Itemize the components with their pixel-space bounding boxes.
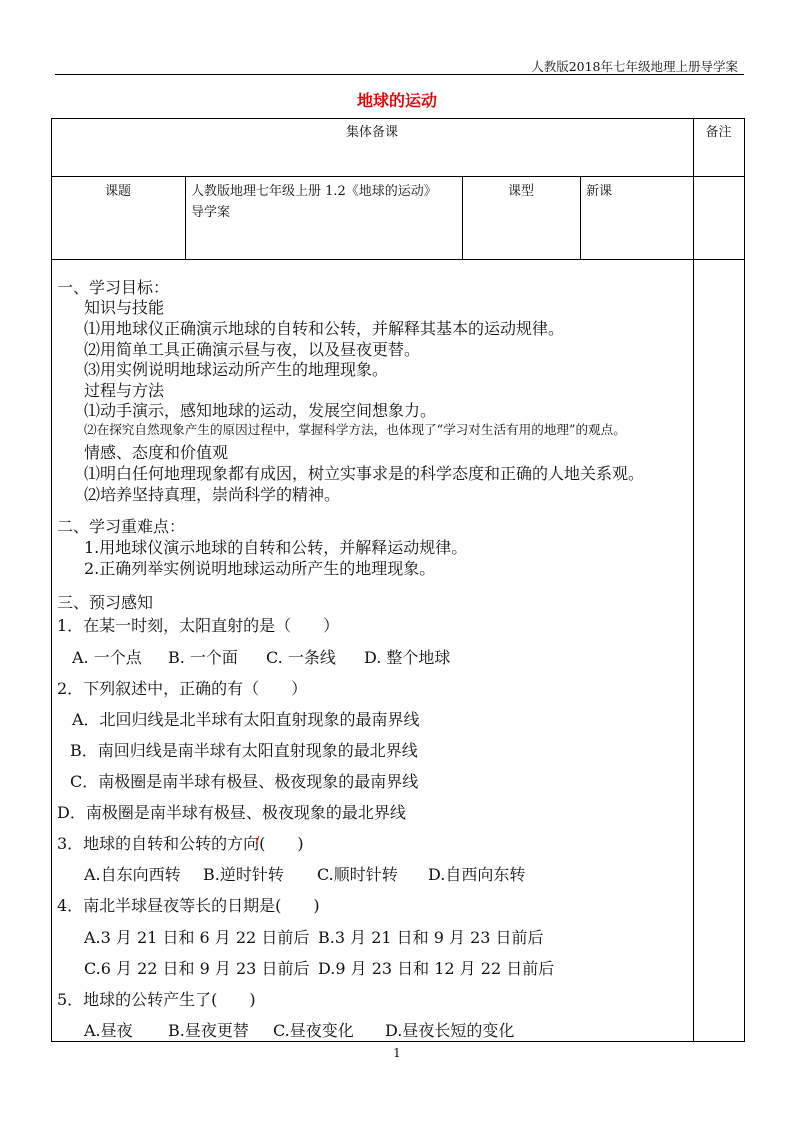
row-divider-2	[51, 259, 744, 260]
type-value: 新课	[586, 184, 613, 199]
question-1-option-c: C. 一条线	[266, 648, 336, 667]
question-1-option-a: A. 一个点	[72, 648, 142, 667]
question-3-option-a: A.自东向西转	[84, 865, 181, 884]
section2-title: 二、学习重难点：	[57, 517, 186, 536]
question-5-option-c: C.昼夜变化	[273, 1021, 354, 1040]
question-2: 2．下列叙述中，正确的有（ ）	[57, 679, 308, 698]
question-5-option-a: A.昼夜	[84, 1021, 133, 1040]
row-divider-1	[51, 176, 744, 177]
question-4-option-c: C.6 月 22 日和 9 月 23 日前后	[84, 959, 310, 978]
section1-knowledge-2: ⑵用简单工具正确演示昼与夜，以及昼夜更替。	[84, 340, 421, 359]
collective-label: 集体备课	[345, 125, 398, 140]
question-4-option-d: D.9 月 23 日和 12 月 22 日前后	[318, 959, 555, 978]
notes-label: 备注	[705, 125, 732, 140]
topic-value-line2: 导学案	[191, 205, 231, 220]
question-3-option-c: C.顺时针转	[317, 865, 398, 884]
question-2-option-c: C．南极圈是南半球有极昼、极夜现象的最南界线	[70, 772, 419, 791]
header-rule	[55, 74, 744, 75]
question-5-option-d: D.昼夜长短的变化	[385, 1021, 515, 1040]
type-label: 课型	[507, 184, 534, 199]
running-header: 人教版2018年七年级地理上册导学案	[531, 59, 738, 74]
question-4-option-b: B.3 月 21 日和 9 月 23 日前后	[318, 928, 544, 947]
topic-label: 课题	[104, 184, 131, 199]
section3-title: 三、预习感知	[57, 593, 154, 612]
question-5: 5．地球的公转产生了( )	[57, 990, 256, 1009]
topic-value-line1: 人教版地理七年级上册 1.2《地球的运动》	[191, 184, 437, 199]
question-1-option-d: D. 整个地球	[364, 648, 451, 667]
section1-emotion-1: ⑴明白任何地理现象都有成因，树立实事求是的科学态度和正确的人地关系观。	[84, 464, 645, 483]
section1-process-heading: 过程与方法	[84, 381, 165, 400]
question-5-option-b: B.昼夜更替	[168, 1021, 249, 1040]
topic-divider-3	[580, 176, 581, 259]
question-1-option-b: B. 一个面	[168, 648, 238, 667]
question-4: 4．南北半球昼夜等长的日期是( )	[57, 896, 320, 915]
section1-knowledge-3: ⑶用实例说明地球运动所产生的地理现象。	[84, 360, 389, 379]
section2-item-2: 2.正确列举实例说明地球运动所产生的地理现象。	[84, 559, 436, 578]
section1-process-2: ⑵在探究自然现象产生的原因过程中，掌握科学方法，也体现了“学习对生活有用的地理”的观点。	[84, 422, 626, 437]
question-4-option-a: A.3 月 21 日和 6 月 22 日前后	[84, 928, 310, 947]
section1-knowledge-1: ⑴用地球仪正确演示地球的自转和公转，并解释其基本的运动规律。	[84, 319, 565, 338]
topic-divider-1	[185, 176, 186, 259]
section1-process-1: ⑴动手演示，感知地球的运动，发展空间想象力。	[84, 401, 437, 420]
question-3-option-d: D.自西向东转	[428, 865, 526, 884]
page-title: 地球的运动	[356, 91, 437, 110]
question-2-option-b: B．南回归线是南半球有太阳直射现象的最北界线	[70, 741, 418, 760]
section1-knowledge-heading: 知识与技能	[84, 298, 165, 317]
question-3: 3．地球的自转和公转的方向( )	[57, 834, 304, 853]
section1-emotion-2: ⑵培养坚持真理，崇尚科学的精神。	[84, 485, 341, 504]
section1-title: 一、学习目标：	[57, 278, 170, 297]
question-3-option-b: B.逆时针转	[203, 865, 284, 884]
notes-column-divider	[693, 118, 694, 1041]
question-2-option-a: A．北回归线是北半球有太阳直射现象的最南界线	[72, 710, 420, 729]
section1-emotion-heading: 情感、态度和价值观	[84, 443, 229, 462]
question-1: 1．在某一时刻，太阳直射的是（ ）	[57, 616, 340, 635]
question-2-option-d: D．南极圈是南半球有极昼、极夜现象的最北界线	[57, 803, 406, 822]
page-number: 1	[393, 1046, 401, 1060]
section2-item-1: 1.用地球仪演示地球的自转和公转，并解释运动规律。	[84, 538, 468, 557]
